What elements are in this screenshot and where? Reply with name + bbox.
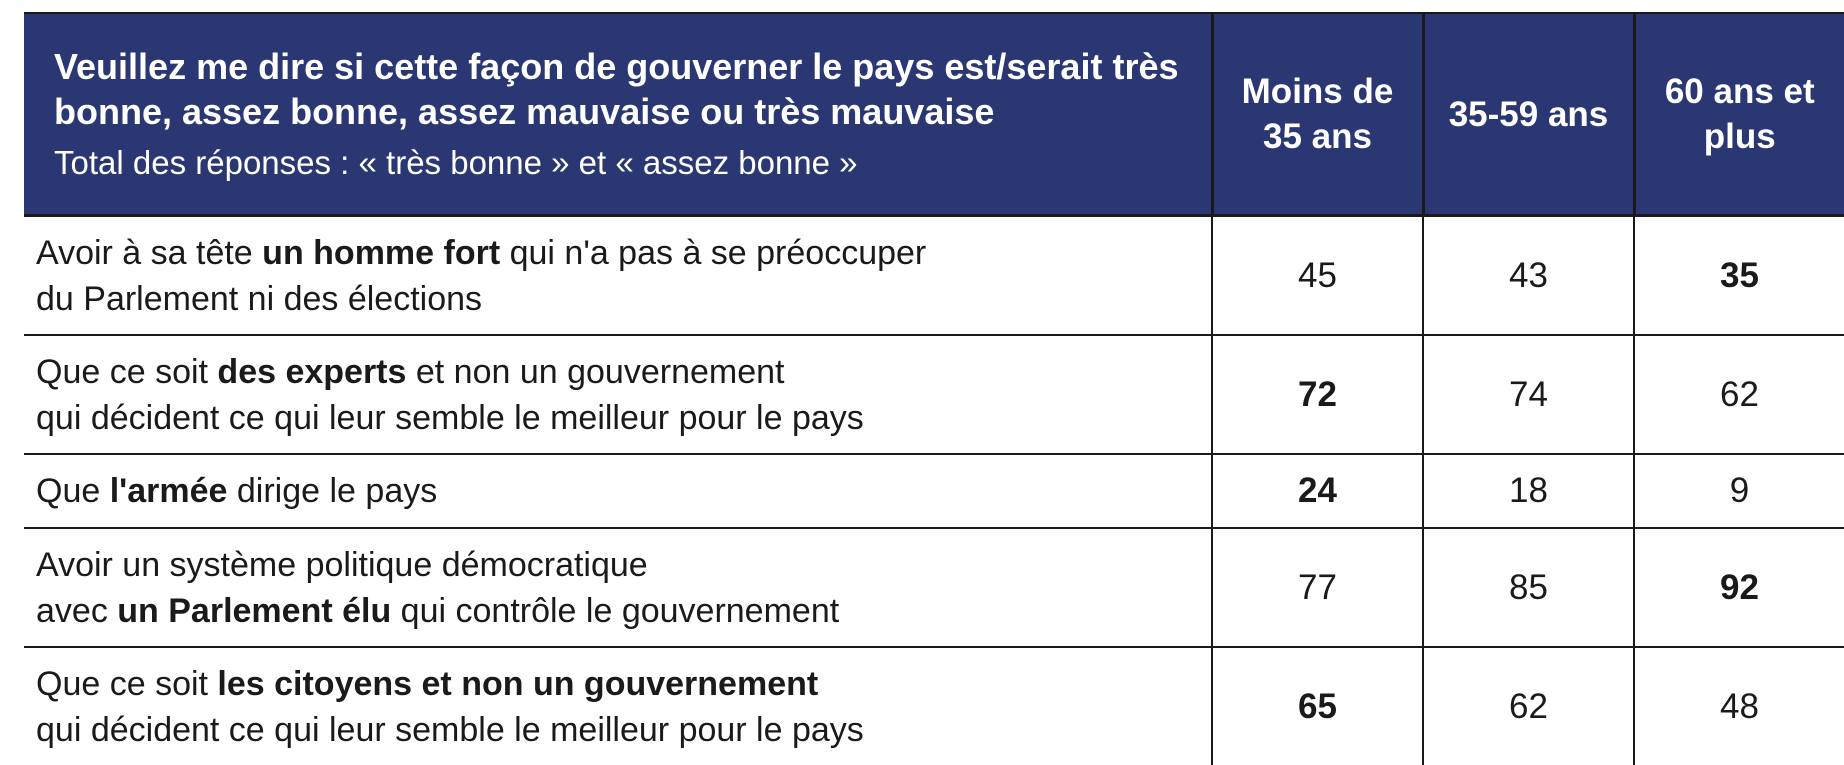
table-row [24,335,1844,454]
label-text: qui décident ce qui leur semble le meilleur pour le pays [36,398,864,437]
value-cell: 85 [1423,528,1634,647]
survey-table [24,12,1844,765]
label-bold-text: un homme fort [262,233,501,272]
label-text: et non un gouvernement [406,352,785,391]
value-cell: 35 [1634,216,1844,336]
value-cell: 24 [1212,454,1423,528]
label-text: avec [36,591,118,630]
label-bold-text: les citoyens et non un gouvernement [217,664,819,703]
value-cell: 77 [1212,528,1423,647]
label-text: Avoir un système politique démocratique [36,545,648,584]
value-cell: 45 [1212,216,1423,336]
question-header [24,13,1212,216]
value-cell: 74 [1423,335,1634,454]
row-label-line [36,349,1191,395]
row-label [24,528,1212,647]
row-label-line [36,230,1191,276]
column-header-60-plus: 60 ans et plus [1634,13,1844,216]
row-label [24,335,1212,454]
row-label [24,454,1212,528]
value-cell: 48 [1634,647,1844,765]
column-header-35-59: 35-59 ans [1423,13,1634,216]
label-text: Avoir à sa tête [36,233,263,272]
label-bold-text: des experts [217,352,407,391]
table-row [24,216,1844,336]
label-bold-text: l'armée [109,472,228,510]
table-row [24,647,1844,765]
value-cell: 62 [1423,647,1634,765]
label-text: du Parlement ni des élections [36,279,483,318]
value-cell: 9 [1634,454,1844,528]
value-cell: 62 [1634,335,1844,454]
row-label [24,216,1212,336]
row-label-line [36,661,1191,707]
value-cell: 18 [1423,454,1634,528]
table-row [24,528,1844,647]
label-bold-text: un Parlement élu [117,591,392,630]
row-label [24,647,1212,765]
value-cell: 65 [1212,647,1423,765]
question-text: Veuillez me dire si cette façon de gouverner le pays est/serait très bonne, assez bonne, assez mauvaise ou très mauvaise [54,46,1179,132]
row-label-line [36,588,1191,634]
row-label-line [36,468,1191,514]
table-row [24,454,1844,528]
question-subtitle: Total des réponses : « très bonne » et « assez bonne » [54,144,858,181]
label-text: Que ce soit [36,664,218,703]
column-header-under-35: Moins de 35 ans [1212,13,1423,216]
survey-table-container [24,12,1844,765]
label-text: Que ce soit [36,352,218,391]
label-text: qui décident ce qui leur semble le meilleur pour le pays [36,710,864,749]
value-cell: 72 [1212,335,1423,454]
label-text: Que [36,472,110,510]
label-text: qui n'a pas à se préoccuper [500,233,927,272]
row-label-line [36,707,1191,753]
row-label-line [36,276,1191,322]
header-row [24,13,1844,216]
label-text: dirige le pays [227,472,438,510]
value-cell: 43 [1423,216,1634,336]
row-label-line [36,395,1191,441]
row-label-line [36,542,1191,588]
value-cell: 92 [1634,528,1844,647]
label-text: qui contrôle le gouvernement [391,591,840,630]
